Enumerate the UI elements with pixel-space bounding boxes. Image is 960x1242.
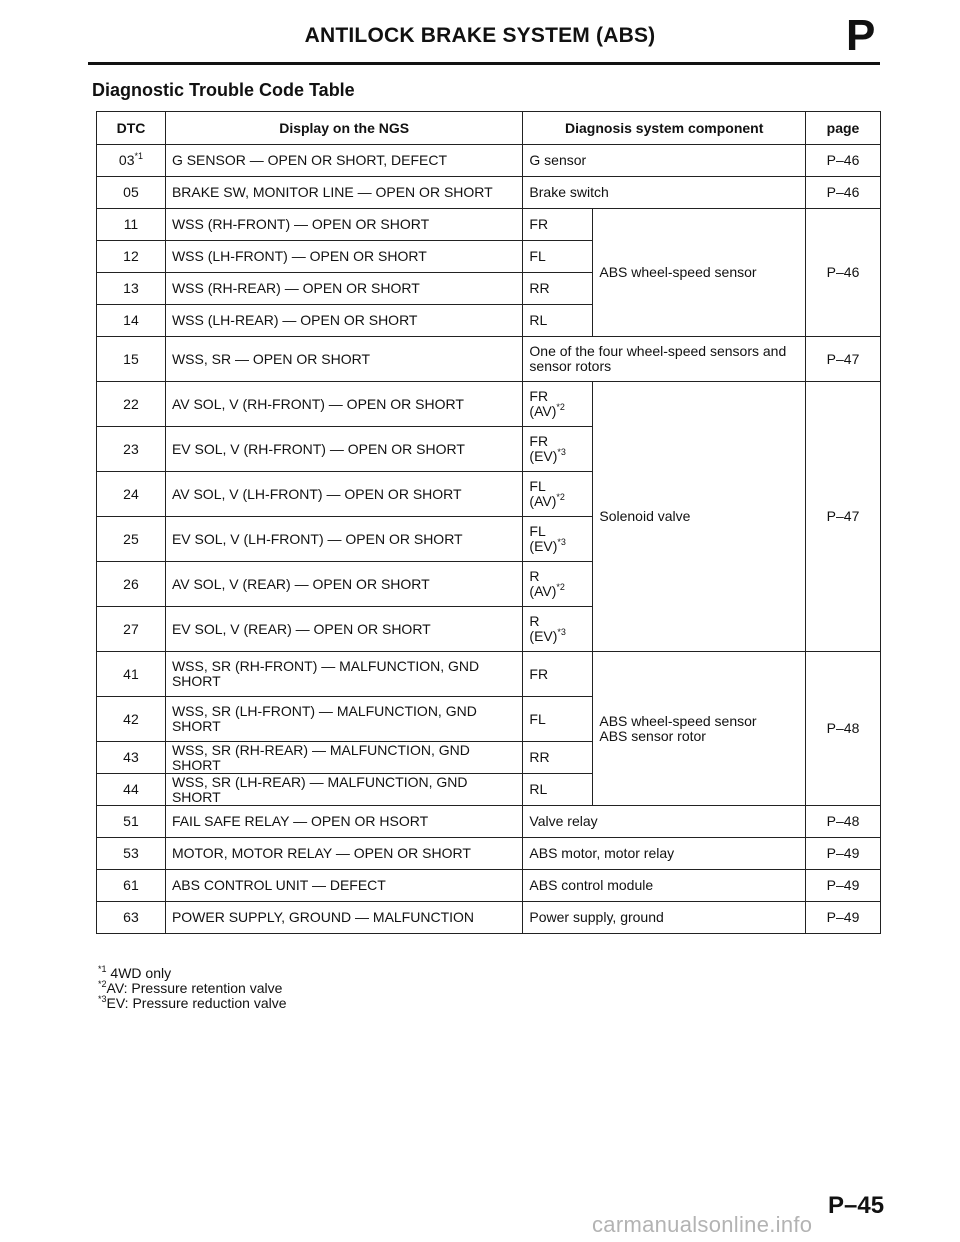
- display-cell: POWER SUPPLY, GROUND — MALFUNCTION: [165, 902, 522, 934]
- component-cell-group: ABS wheel-speed sensor ABS sensor rotor: [593, 652, 806, 806]
- display-cell: MOTOR, MOTOR RELAY — OPEN OR SHORT: [165, 838, 522, 870]
- dtc-cell: 05: [97, 177, 166, 209]
- location-cell: FR (EV)$^{*3}$: [523, 427, 593, 472]
- dtc-cell: 03$^{*1}$: [97, 145, 166, 177]
- location-cell: FL (AV)$^{*2}$: [523, 472, 593, 517]
- col-header-page: page: [806, 112, 881, 145]
- display-cell: AV SOL, V (RH-FRONT) — OPEN OR SHORT: [165, 382, 522, 427]
- location-cell: FR: [523, 652, 593, 697]
- page-cell: P–49: [806, 838, 881, 870]
- footnote-mark: *1: [134, 151, 144, 161]
- page-header-title: ANTILOCK BRAKE SYSTEM (ABS): [304, 24, 656, 47]
- page-cell-group: P–46: [806, 209, 881, 337]
- dtc-cell: 43: [97, 742, 166, 774]
- table-row: [97, 870, 881, 902]
- display-cell: WSS, SR (LH-REAR) — MALFUNCTION, GND SHORT: [165, 774, 522, 806]
- col-header-component: Diagnosis system component: [523, 112, 806, 145]
- display-cell: AV SOL, V (REAR) — OPEN OR SHORT: [165, 562, 522, 607]
- table-row: [97, 177, 881, 209]
- dtc-cell: 23: [97, 427, 166, 472]
- footnote-3: $^{*3}$EV: Pressure reduction valve: [98, 994, 287, 1011]
- footnote-mark: *3: [557, 447, 566, 457]
- dtc-cell: 22: [97, 382, 166, 427]
- dtc-cell: 14: [97, 305, 166, 337]
- display-cell: FAIL SAFE RELAY — OPEN OR HSORT: [165, 806, 522, 838]
- page-cell: P–46: [806, 177, 881, 209]
- page-cell: P–48: [806, 806, 881, 838]
- dtc-table: [96, 111, 881, 934]
- table-row: [97, 337, 881, 382]
- display-cell: BRAKE SW, MONITOR LINE — OPEN OR SHORT: [165, 177, 522, 209]
- display-cell: WSS (LH-FRONT) — OPEN OR SHORT: [165, 241, 522, 273]
- display-cell: AV SOL, V (LH-FRONT) — OPEN OR SHORT: [165, 472, 522, 517]
- component-cell: ABS control module: [523, 870, 806, 902]
- location-cell: RR: [523, 273, 593, 305]
- col-header-dtc: DTC: [97, 112, 166, 145]
- dtc-cell: 24: [97, 472, 166, 517]
- component-cell: Brake switch: [523, 177, 806, 209]
- location-cell: RL: [523, 305, 593, 337]
- page-cell-group: P–48: [806, 652, 881, 806]
- page-cell: P–49: [806, 870, 881, 902]
- display-cell: G SENSOR — OPEN OR SHORT, DEFECT: [165, 145, 522, 177]
- component-cell: Valve relay: [523, 806, 806, 838]
- display-cell: WSS, SR (LH-FRONT) — MALFUNCTION, GND SHORT: [165, 697, 522, 742]
- display-cell: WSS (RH-FRONT) — OPEN OR SHORT: [165, 209, 522, 241]
- dtc-cell: 41: [97, 652, 166, 697]
- dtc-cell: 61: [97, 870, 166, 902]
- display-cell: WSS (RH-REAR) — OPEN OR SHORT: [165, 273, 522, 305]
- footnote-mark: *3: [557, 537, 566, 547]
- table-row: [97, 209, 881, 241]
- display-cell: WSS, SR — OPEN OR SHORT: [165, 337, 522, 382]
- location-cell: RR: [523, 742, 593, 774]
- page-cell: P–49: [806, 902, 881, 934]
- footnote-mark: *3: [557, 627, 566, 637]
- location-cell: FR: [523, 209, 593, 241]
- display-cell: WSS (LH-REAR) — OPEN OR SHORT: [165, 305, 522, 337]
- footnote-mark: *2: [556, 582, 565, 592]
- dtc-cell: 63: [97, 902, 166, 934]
- component-cell: One of the four wheel-speed sensors and sensor rotors: [523, 337, 806, 382]
- location-cell: RL: [523, 774, 593, 806]
- component-cell-group: Solenoid valve: [593, 382, 806, 652]
- dtc-cell: 51: [97, 806, 166, 838]
- location-cell: FL (EV)$^{*3}$: [523, 517, 593, 562]
- dtc-cell: 44: [97, 774, 166, 806]
- section-letter: P: [846, 11, 876, 60]
- display-cell: ABS CONTROL UNIT — DEFECT: [165, 870, 522, 902]
- table-row: [97, 838, 881, 870]
- component-cell: G sensor: [523, 145, 806, 177]
- table-header-row: [97, 112, 881, 145]
- display-cell: EV SOL, V (RH-FRONT) — OPEN OR SHORT: [165, 427, 522, 472]
- dtc-cell: 26: [97, 562, 166, 607]
- table-row: [97, 806, 881, 838]
- display-cell: WSS, SR (RH-FRONT) — MALFUNCTION, GND SHORT: [165, 652, 522, 697]
- location-cell: FL: [523, 241, 593, 273]
- footnote-mark: *2: [556, 492, 565, 502]
- page-cell-group: P–47: [806, 382, 881, 652]
- col-header-display: Display on the NGS: [165, 112, 522, 145]
- footnote-2: $^{*2}$AV: Pressure retention valve: [98, 979, 283, 996]
- section-title: Diagnostic Trouble Code Table: [92, 80, 355, 100]
- watermark: carmanualsonline.info: [592, 1212, 813, 1237]
- display-cell: EV SOL, V (LH-FRONT) — OPEN OR SHORT: [165, 517, 522, 562]
- dtc-cell: 53: [97, 838, 166, 870]
- location-cell: R (AV)$^{*2}$: [523, 562, 593, 607]
- footnote-1: $^{*1}$ 4WD only: [98, 964, 172, 981]
- table-row: [97, 145, 881, 177]
- location-cell: R (EV)$^{*3}$: [523, 607, 593, 652]
- table-row: [97, 902, 881, 934]
- component-cell-group: ABS wheel-speed sensor: [593, 209, 806, 337]
- table-row: [97, 382, 881, 427]
- dtc-cell: 13: [97, 273, 166, 305]
- display-cell: EV SOL, V (REAR) — OPEN OR SHORT: [165, 607, 522, 652]
- dtc-cell: 25: [97, 517, 166, 562]
- dtc-cell: 12: [97, 241, 166, 273]
- footnotes: [98, 966, 287, 1011]
- dtc-cell: 42: [97, 697, 166, 742]
- dtc-cell: 11: [97, 209, 166, 241]
- dtc-cell: 15: [97, 337, 166, 382]
- page-number: P–45: [828, 1192, 885, 1219]
- location-cell: FL: [523, 697, 593, 742]
- table-row: [97, 652, 881, 697]
- page-cell: P–46: [806, 145, 881, 177]
- dtc-cell: 27: [97, 607, 166, 652]
- header-divider: [88, 62, 880, 65]
- component-cell: ABS motor, motor relay: [523, 838, 806, 870]
- footnote-mark: *2: [556, 402, 565, 412]
- page-cell: P–47: [806, 337, 881, 382]
- component-cell: Power supply, ground: [523, 902, 806, 934]
- display-cell: WSS, SR (RH-REAR) — MALFUNCTION, GND SHORT: [165, 742, 522, 774]
- location-cell: FR (AV)$^{*2}$: [523, 382, 593, 427]
